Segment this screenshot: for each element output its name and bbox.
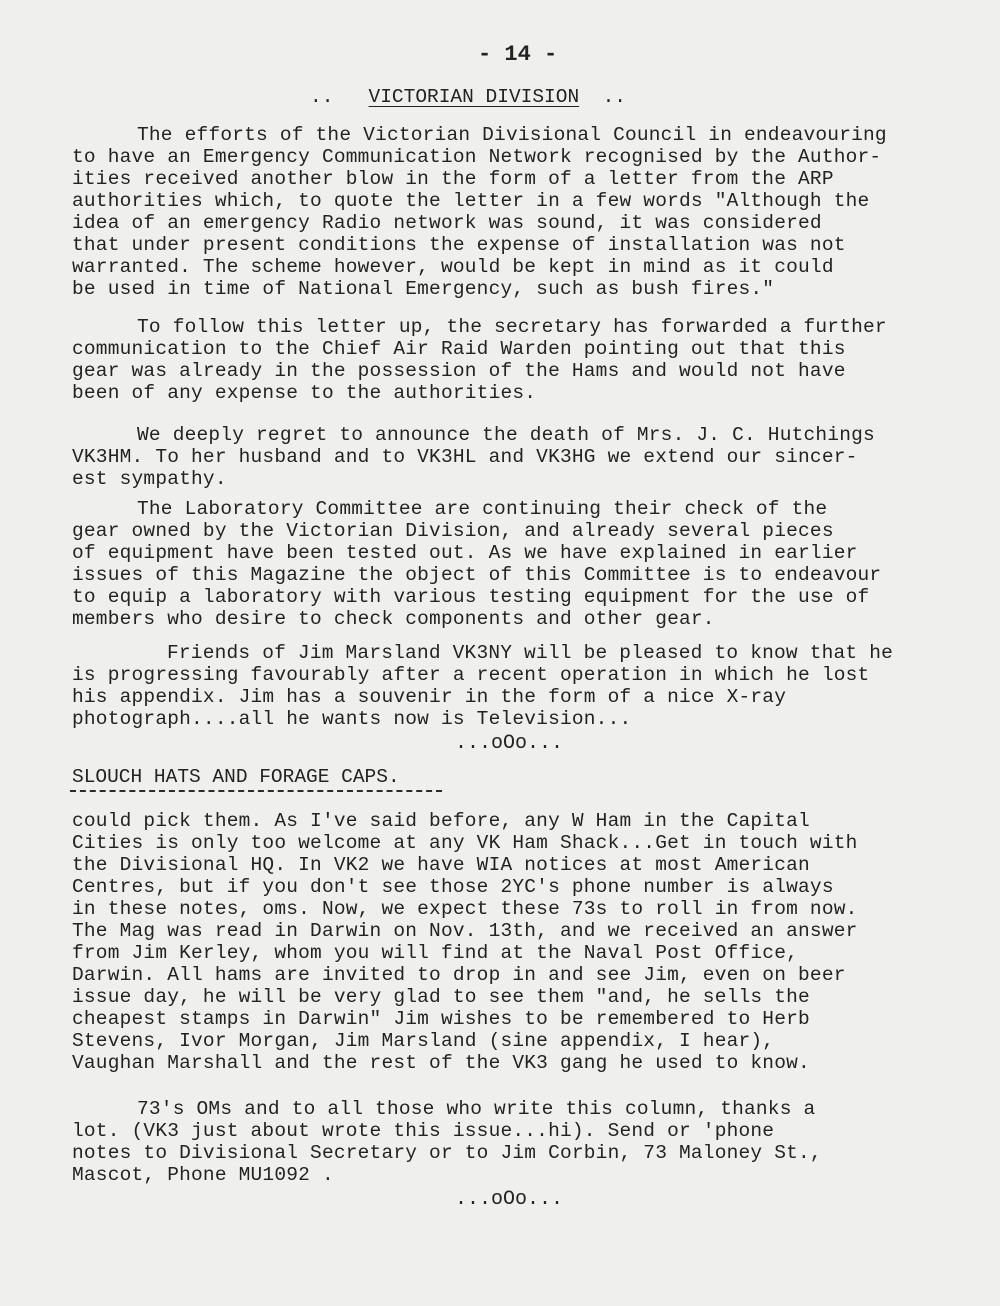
paragraph-line: VK3HM. To her husband and to VK3HL and VK3HG we extend our sincer- xyxy=(72,446,858,468)
paragraph-line: The efforts of the Victorian Divisional Council in endeavouring xyxy=(137,124,887,146)
paragraph-line: Darwin. All hams are invited to drop in and see Jim, even on beer xyxy=(72,964,846,986)
paragraph-line: be used in time of National Emergency, such as bush fires." xyxy=(72,278,775,300)
paragraph-line: of equipment have been tested out. As we have explained in earlier xyxy=(72,542,858,564)
paragraph-line: the Divisional HQ. In VK2 we have WIA notices at most American xyxy=(72,854,810,876)
paragraph-line: Stevens, Ivor Morgan, Jim Marsland (sine appendix, I hear), xyxy=(72,1030,775,1052)
page-number: - 14 - xyxy=(478,42,558,67)
paragraph-line: to equip a laboratory with various testing equipment for the use of xyxy=(72,586,870,608)
paragraph-line: to have an Emergency Communication Network recognised by the Author- xyxy=(72,146,882,168)
paragraph-line: members who desire to check components and other gear. xyxy=(72,608,715,630)
title-suffix: .. xyxy=(602,86,626,108)
paragraph-line: est sympathy. xyxy=(72,468,227,490)
paragraph-line: The Laboratory Committee are continuing their check of the xyxy=(137,498,828,520)
dashed-rule xyxy=(70,790,442,792)
paragraph-line: gear owned by the Victorian Division, and already several pieces xyxy=(72,520,834,542)
section-title xyxy=(310,86,626,108)
paragraph-line: We deeply regret to announce the death of Mrs. J. C. Hutchings xyxy=(137,424,875,446)
paragraph-line: lot. (VK3 just about wrote this issue...hi). Send or 'phone xyxy=(72,1120,775,1142)
paragraph-line: 73's OMs and to all those who write this column, thanks a xyxy=(137,1098,816,1120)
paragraph-line: issue day, he will be very glad to see them "and, he sells the xyxy=(72,986,810,1008)
paragraph-line: Mascot, Phone MU1092 . xyxy=(72,1164,334,1186)
paragraph-line: warranted. The scheme however, would be kept in mind as it could xyxy=(72,256,834,278)
paragraph-line: Vaughan Marshall and the rest of the VK3 gang he used to know. xyxy=(72,1052,810,1074)
paragraph-line: photograph....all he wants now is Television... xyxy=(72,708,632,730)
paragraph-line: communication to the Chief Air Raid Warden pointing out that this xyxy=(72,338,846,360)
paragraph-line: been of any expense to the authorities. xyxy=(72,382,537,404)
paragraph-line: his appendix. Jim has a souvenir in the form of a nice X-ray xyxy=(72,686,787,708)
paragraph-line: is progressing favourably after a recent operation in which he lost xyxy=(72,664,870,686)
section-divider: ...oOo... xyxy=(455,1188,564,1211)
paragraph-line: Centres, but if you don't see those 2YC's phone number is always xyxy=(72,876,834,898)
subheading: SLOUCH HATS AND FORAGE CAPS. xyxy=(72,766,400,788)
paragraph-line: idea of an emergency Radio network was sound, it was considered xyxy=(72,212,822,234)
paragraph-line: could pick them. As I've said before, any W Ham in the Capital xyxy=(72,810,810,832)
paragraph-line: authorities which, to quote the letter in a few words "Although the xyxy=(72,190,870,212)
paragraph-line: notes to Divisional Secretary or to Jim Corbin, 73 Maloney St., xyxy=(72,1142,822,1164)
paragraph-line: Cities is only too welcome at any VK Ham Shack...Get in touch with xyxy=(72,832,858,854)
section-divider: ...oOo... xyxy=(455,732,564,755)
paragraph-line: gear was already in the possession of the Hams and would not have xyxy=(72,360,846,382)
paragraph-line: To follow this letter up, the secretary has forwarded a further xyxy=(137,316,887,338)
paragraph-line: cheapest stamps in Darwin" Jim wishes to be remembered to Herb xyxy=(72,1008,810,1030)
paragraph-line: issues of this Magazine the object of this Committee is to endeavour xyxy=(72,564,882,586)
paragraph-line: that under present conditions the expense of installation was not xyxy=(72,234,846,256)
paragraph-line: ities received another blow in the form of a letter from the ARP xyxy=(72,168,834,190)
paragraph-line: in these notes, oms. Now, we expect these 73s to roll in from now. xyxy=(72,898,858,920)
paragraph-line: The Mag was read in Darwin on Nov. 13th, and we received an answer xyxy=(72,920,858,942)
title-prefix: .. xyxy=(310,86,334,108)
paragraph-line: from Jim Kerley, whom you will find at the Naval Post Office, xyxy=(72,942,799,964)
paragraph-line: Friends of Jim Marsland VK3NY will be pleased to know that he xyxy=(167,642,894,664)
title-text: VICTORIAN DIVISION xyxy=(368,86,580,108)
